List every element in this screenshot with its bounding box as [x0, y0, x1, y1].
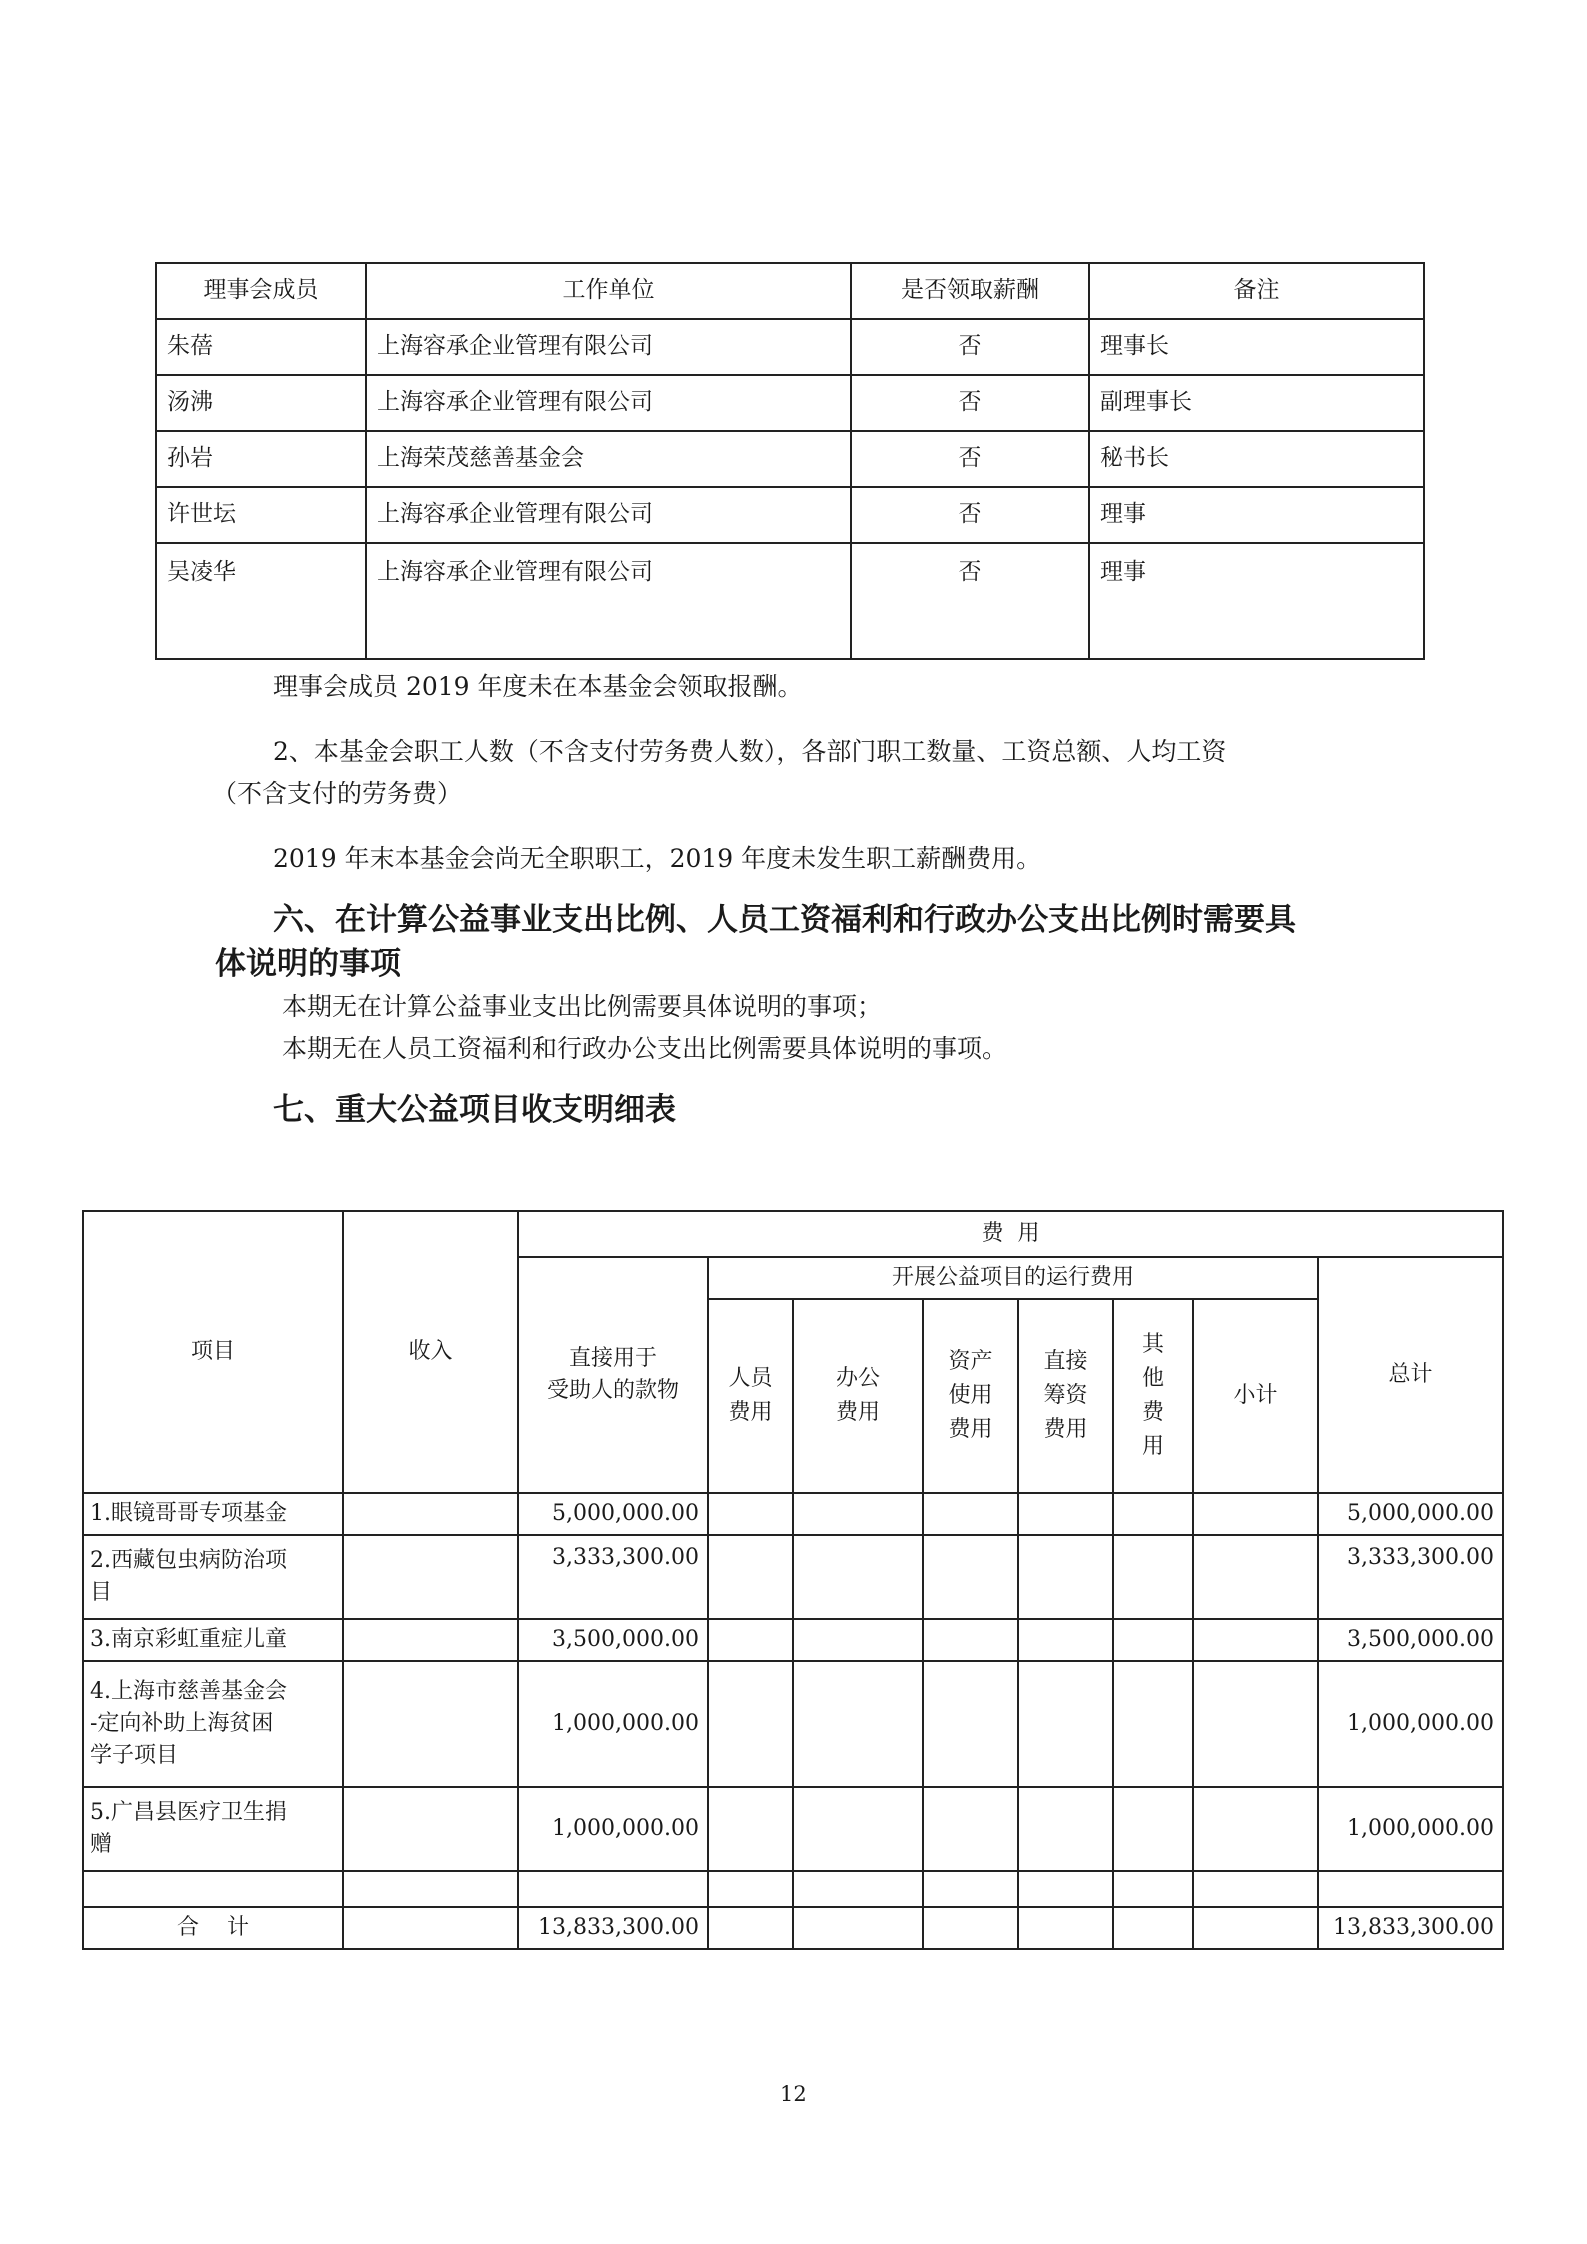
empty-cell: [793, 1619, 923, 1661]
empty-cell: [708, 1493, 793, 1535]
member-name: 吴凌华: [156, 543, 366, 659]
project-name-line: 3.南京彩虹重症儿童: [90, 1627, 287, 1653]
member-organization: 上海容承企业管理有限公司: [366, 375, 851, 431]
sum-label: 合 计: [83, 1907, 343, 1949]
project-name-line: 目: [90, 1580, 113, 1605]
header-personnel: [708, 1299, 793, 1493]
header-organization: 工作单位: [366, 263, 851, 319]
empty-cell: [1193, 1493, 1318, 1535]
empty-cell: [1018, 1493, 1113, 1535]
total-value: 3,333,300.00: [1318, 1535, 1503, 1619]
empty-cell: [1193, 1871, 1318, 1907]
table-row: [156, 543, 1424, 659]
member-paid: 否: [851, 319, 1089, 375]
section6-line2: 本期无在人员工资福利和行政办公支出比例需要具体说明的事项。: [282, 1034, 1008, 1063]
income-cell: [343, 1907, 518, 1949]
member-note: 秘书长: [1089, 431, 1424, 487]
empty-cell: [1113, 1871, 1193, 1907]
member-paid: 否: [851, 487, 1089, 543]
project-name-line: 赠: [90, 1832, 113, 1857]
header-line: 费用: [835, 1400, 880, 1425]
empty-cell: [1113, 1661, 1193, 1787]
staff-count-item: 2、本基金会职工人数（不含支付劳务费人数），各部门职工数量、工资总额、人均工资: [273, 737, 1227, 766]
member-organization: 上海容承企业管理有限公司: [366, 543, 851, 659]
empty-cell: [343, 1871, 518, 1907]
empty-cell: [923, 1535, 1018, 1619]
income-cell: [343, 1787, 518, 1871]
empty-cell: [793, 1493, 923, 1535]
header-line: 人员: [728, 1365, 773, 1391]
table-row: [83, 1661, 1503, 1787]
empty-cell: [1193, 1907, 1318, 1949]
section6-line1: 本期无在计算公益事业支出比例需要具体说明的事项；: [282, 992, 883, 1021]
board-salary-note: 理事会成员 2019 年度未在本基金会领取报酬。: [273, 672, 803, 701]
header-row-1: [83, 1211, 1503, 1257]
project-name-line: -定向补助上海贫困: [90, 1711, 274, 1737]
project-name: [83, 1493, 343, 1535]
member-organization: 上海荣茂慈善基金会: [366, 431, 851, 487]
sum-row: [83, 1907, 1503, 1949]
header-direct-aid-line: 直接用于: [568, 1346, 657, 1372]
table-row-empty: [83, 1871, 1503, 1907]
total-value: 1,000,000.00: [1318, 1661, 1503, 1787]
empty-cell: [1193, 1535, 1318, 1619]
table-row: [156, 375, 1424, 431]
empty-cell: [1113, 1907, 1193, 1949]
income-cell: [343, 1619, 518, 1661]
header-project: 项目: [83, 1211, 343, 1493]
table-row: [156, 319, 1424, 375]
empty-cell: [1193, 1661, 1318, 1787]
header-paid: 是否领取薪酬: [851, 263, 1089, 319]
project-name: [83, 1787, 343, 1871]
empty-cell: [1018, 1787, 1113, 1871]
project-name-line: 2.西藏包虫病防治项: [90, 1548, 287, 1574]
income-cell: [343, 1661, 518, 1787]
empty-cell: [1113, 1493, 1193, 1535]
empty-cell: [518, 1871, 708, 1907]
empty-cell: [1193, 1787, 1318, 1871]
project-name: [83, 1535, 343, 1619]
empty-cell: [923, 1787, 1018, 1871]
header-line: 办公: [835, 1365, 880, 1391]
project-expense-table: [82, 1210, 1504, 1950]
direct-aid-value: 1,000,000.00: [518, 1787, 708, 1871]
empty-cell: [793, 1787, 923, 1871]
member-organization: 上海容承企业管理有限公司: [366, 487, 851, 543]
empty-cell: [1113, 1787, 1193, 1871]
member-name: 汤沸: [156, 375, 366, 431]
header-line: 他: [1141, 1365, 1164, 1391]
empty-cell: [793, 1907, 923, 1949]
empty-cell: [923, 1661, 1018, 1787]
empty-cell: [1318, 1871, 1503, 1907]
empty-cell: [708, 1661, 793, 1787]
header-other: [1113, 1299, 1193, 1493]
project-name: [83, 1619, 343, 1661]
empty-cell: [923, 1871, 1018, 1907]
member-paid: 否: [851, 431, 1089, 487]
member-organization: 上海容承企业管理有限公司: [366, 319, 851, 375]
header-fundraising: [1018, 1299, 1113, 1493]
direct-aid-value: 3,333,300.00: [518, 1535, 708, 1619]
header-line: 资产: [948, 1348, 993, 1374]
project-name-line: 4.上海市慈善基金会: [90, 1679, 287, 1705]
empty-cell: [923, 1619, 1018, 1661]
project-name: [83, 1661, 343, 1787]
section7-heading: 七、重大公益项目收支明细表: [273, 1092, 676, 1128]
header-line: 费用: [728, 1400, 773, 1425]
member-paid: 否: [851, 543, 1089, 659]
empty-cell: [1113, 1619, 1193, 1661]
empty-cell: [708, 1787, 793, 1871]
empty-cell: [1018, 1619, 1113, 1661]
income-cell: [343, 1493, 518, 1535]
empty-cell: [793, 1535, 923, 1619]
total-value: 5,000,000.00: [1318, 1493, 1503, 1535]
header-line: 使用: [948, 1382, 993, 1408]
empty-cell: [708, 1871, 793, 1907]
staff-salary-note: 2019 年末本基金会尚无全职职工，2019 年度未发生职工薪酬费用。: [273, 844, 1042, 873]
board-members-table: [155, 262, 1425, 660]
empty-cell: [708, 1619, 793, 1661]
direct-aid-value: 1,000,000.00: [518, 1661, 708, 1787]
project-name-line: 5.广昌县医疗卫生捐: [90, 1800, 287, 1826]
header-total: 总计: [1318, 1257, 1503, 1493]
header-subtotal: 小计: [1193, 1299, 1318, 1493]
member-name: 许世坛: [156, 487, 366, 543]
page-number: 12: [780, 2082, 807, 2106]
table-row: [156, 487, 1424, 543]
header-asset: [923, 1299, 1018, 1493]
member-note: 理事: [1089, 487, 1424, 543]
empty-cell: [793, 1871, 923, 1907]
header-line: 费: [1141, 1400, 1164, 1425]
empty-cell: [1018, 1871, 1113, 1907]
header-note: 备注: [1089, 263, 1424, 319]
empty-cell: [708, 1907, 793, 1949]
empty-cell: [708, 1535, 793, 1619]
header-line: 筹资: [1043, 1382, 1088, 1408]
empty-cell: [1018, 1907, 1113, 1949]
sum-total: 13,833,300.00: [1318, 1907, 1503, 1949]
empty-cell: [83, 1871, 343, 1907]
staff-count-item-cont: （不含支付的劳务费）: [212, 779, 463, 808]
empty-cell: [1018, 1535, 1113, 1619]
empty-cell: [1113, 1535, 1193, 1619]
member-name: 孙岩: [156, 431, 366, 487]
table-header-row: [156, 263, 1424, 319]
project-name-line: 1.眼镜哥哥专项基金: [90, 1501, 287, 1527]
table-row: [156, 431, 1424, 487]
sum-direct-aid: 13,833,300.00: [518, 1907, 708, 1949]
header-line: 用: [1141, 1434, 1164, 1460]
member-name: 朱蓓: [156, 319, 366, 375]
header-income: 收入: [343, 1211, 518, 1493]
empty-cell: [793, 1661, 923, 1787]
header-office: [793, 1299, 923, 1493]
member-note: 理事长: [1089, 319, 1424, 375]
header-direct-aid: [518, 1257, 708, 1493]
table-row: [83, 1493, 1503, 1535]
header-line: 费用: [1043, 1417, 1088, 1443]
header-member: 理事会成员: [156, 263, 366, 319]
project-name-line: 学子项目: [90, 1742, 179, 1768]
income-cell: [343, 1535, 518, 1619]
header-operating: 开展公益项目的运行费用: [708, 1257, 1318, 1299]
header-line: 费用: [948, 1417, 993, 1443]
table-row: [83, 1535, 1503, 1619]
empty-cell: [1193, 1619, 1318, 1661]
table-row: [83, 1619, 1503, 1661]
total-value: 3,500,000.00: [1318, 1619, 1503, 1661]
section6-heading-cont: 体说明的事项: [215, 946, 401, 982]
header-expense: 费 用: [518, 1211, 1503, 1257]
empty-cell: [923, 1907, 1018, 1949]
section6-heading: 六、在计算公益事业支出比例、人员工资福利和行政办公支出比例时需要具: [273, 902, 1296, 938]
header-line: 其: [1141, 1331, 1164, 1357]
member-note: 理事: [1089, 543, 1424, 659]
empty-cell: [1018, 1661, 1113, 1787]
empty-cell: [923, 1493, 1018, 1535]
header-line: 直接: [1043, 1348, 1088, 1374]
total-value: 1,000,000.00: [1318, 1787, 1503, 1871]
table-row: [83, 1787, 1503, 1871]
direct-aid-value: 3,500,000.00: [518, 1619, 708, 1661]
direct-aid-value: 5,000,000.00: [518, 1493, 708, 1535]
member-note: 副理事长: [1089, 375, 1424, 431]
member-paid: 否: [851, 375, 1089, 431]
header-direct-aid-line: 受助人的款物: [546, 1378, 679, 1403]
